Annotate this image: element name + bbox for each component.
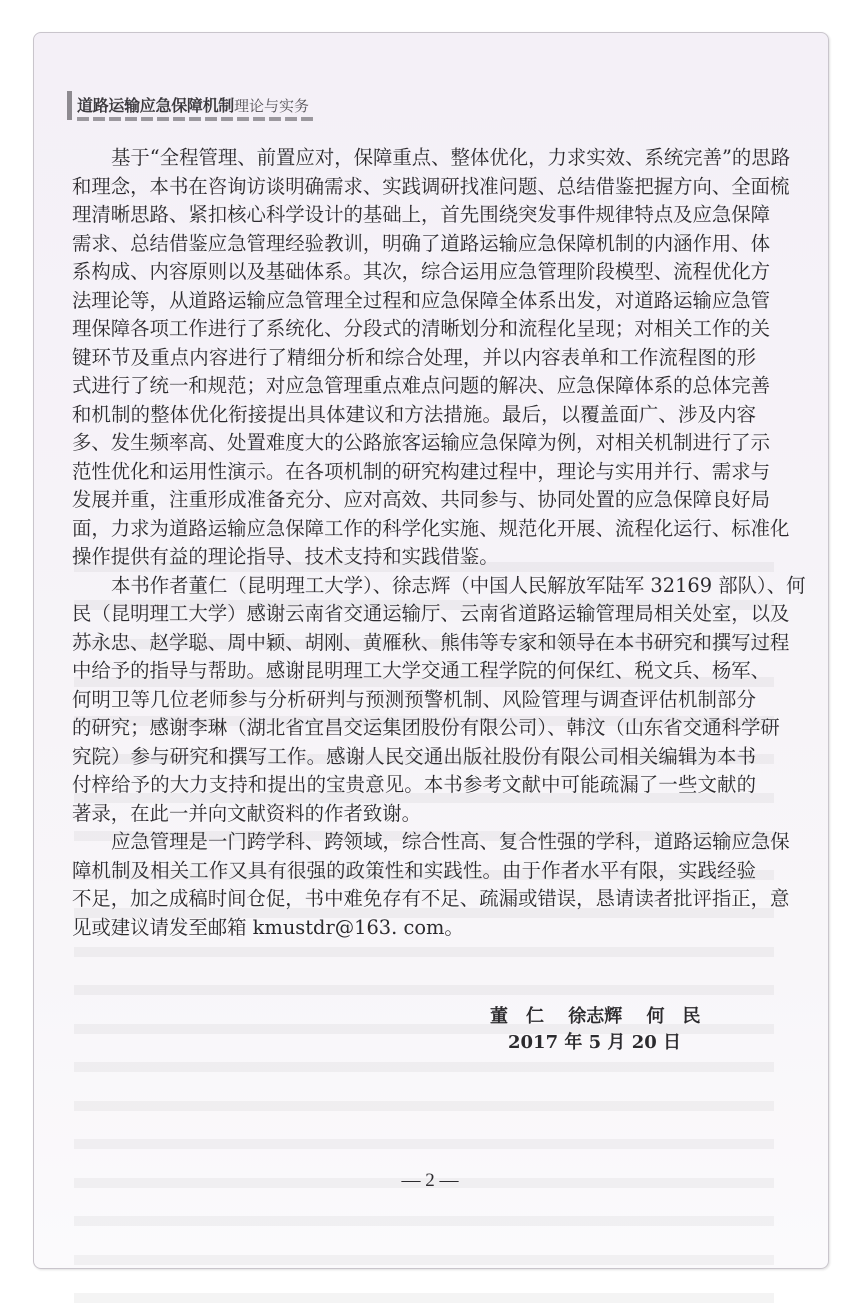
page-number: — 2 — xyxy=(401,1170,459,1191)
author-names: 董 仁 徐志辉 何 民 xyxy=(490,1006,701,1027)
header-title-light: 理论与实务 xyxy=(234,97,310,115)
text-line: 基于“全程管理、前置应对，保障重点、整体优化，力求实效、系统完善”的思路 xyxy=(111,146,791,169)
text-line: 和理念，本书在咨询访谈明确需求、实践调研找准问题、总结借鉴把握方向、全面梳 xyxy=(72,174,790,198)
signature-block xyxy=(490,1004,750,1056)
text-line: 发展并重，注重形成准备充分、应对高效、共同参与、协同处置的应急保障良好局 xyxy=(72,488,771,511)
text-line: 操作提供有益的理论指导、技术支持和实践借鉴。 xyxy=(72,545,499,568)
text-line: 究院）参与研究和撰写工作。感谢人民交通出版社股份有限公司相关编辑为本书 xyxy=(72,744,756,768)
text-line: 著录，在此一并向文献资料的作者致谢。 xyxy=(72,801,422,825)
signature-date: 2017 年 5 月 20 日 xyxy=(508,1032,682,1053)
text-line: 法理论等，从道路运输应急管理全过程和应急保障全体系出发，对道路运输应急管 xyxy=(72,288,771,312)
text-line: 的研究；感谢李琳（湖北省宜昌交运集团股份有限公司）、韩汶（山东省交通科学研 xyxy=(72,716,780,739)
paragraph-3 xyxy=(72,828,790,942)
text-line: 何明卫等几位老师参与分析研判与预测预警机制、风险管理与调查评估机制部分 xyxy=(72,687,756,711)
text-line: 系构成、内容原则以及基础体系。其次，综合运用应急管理阶段模型、流程优化方 xyxy=(72,260,771,283)
text-line: 本书作者董仁（昆明理工大学）、徐志辉（中国人民解放军陆军 32169 部队）、何 xyxy=(111,573,806,597)
text-line: 需求、总结借鉴应急管理经验教训，明确了道路运输应急保障机制的内涵作用、体 xyxy=(72,231,771,255)
text-line: 付梓给予的大力支持和提出的宝贵意见。本书参考文献中可能疏漏了一些文献的 xyxy=(72,773,756,796)
text-line: 民（昆明理工大学）感谢云南省交通运输厅、云南省道路运输管理局相关处室，以及 xyxy=(72,602,790,625)
body-text xyxy=(72,144,806,942)
text-line: 范性优化和运用性演示。在各项机制的研究构建过程中，理论与实用并行、需求与 xyxy=(72,459,771,483)
header-dash-rule xyxy=(77,117,313,121)
text-line: 面，力求为道路运输应急保障工作的科学化实施、规范化开展、流程化运行、标准化 xyxy=(72,516,790,540)
paragraph-1 xyxy=(72,144,791,572)
header-title xyxy=(77,93,309,116)
text-line: 中给予的指导与帮助。感谢昆明理工大学交通工程学院的何保红、税文兵、杨军、 xyxy=(72,659,771,682)
paragraph-2 xyxy=(72,572,806,829)
header-title-bold: 道路运输应急保障机制 xyxy=(77,96,235,115)
text-line: 理保障各项工作进行了系统化、分段式的清晰划分和流程化呈现；对相关工作的关 xyxy=(72,317,771,340)
text-line: 理清晰思路、紧扣核心科学设计的基础上，首先围绕突发事件规律特点及应急保障 xyxy=(72,203,771,226)
text-line: 障机制及相关工作又具有很强的政策性和实践性。由于作者水平有限，实践经验 xyxy=(72,858,756,882)
text-line: 苏永忠、赵学聪、周中颖、胡刚、黄雁秋、熊伟等专家和领导在本书研究和撰写过程 xyxy=(72,630,790,654)
text-line: 见或建议请发至邮箱 kmustdr@163. com。 xyxy=(72,915,464,939)
header-accent-bar xyxy=(67,91,72,120)
text-line: 应急管理是一门跨学科、跨领域，综合性高、复合性强的学科，道路运输应急保 xyxy=(111,830,790,853)
text-line: 式进行了统一和规范；对应急管理重点难点问题的解决、应急保障体系的总体完善 xyxy=(72,374,771,397)
text-line: 键环节及重点内容进行了精细分析和综合处理，并以内容表单和工作流程图的形 xyxy=(72,345,756,369)
text-line: 和机制的整体优化衔接提出具体建议和方法措施。最后，以覆盖面广、涉及内容 xyxy=(72,402,756,426)
text-line: 多、发生频率高、处置难度大的公路旅客运输应急保障为例，对相关机制进行了示 xyxy=(72,431,771,454)
text-line: 不足，加之成稿时间仓促，书中难免存有不足、疏漏或错误，恳请读者批评指正，意 xyxy=(72,887,790,910)
